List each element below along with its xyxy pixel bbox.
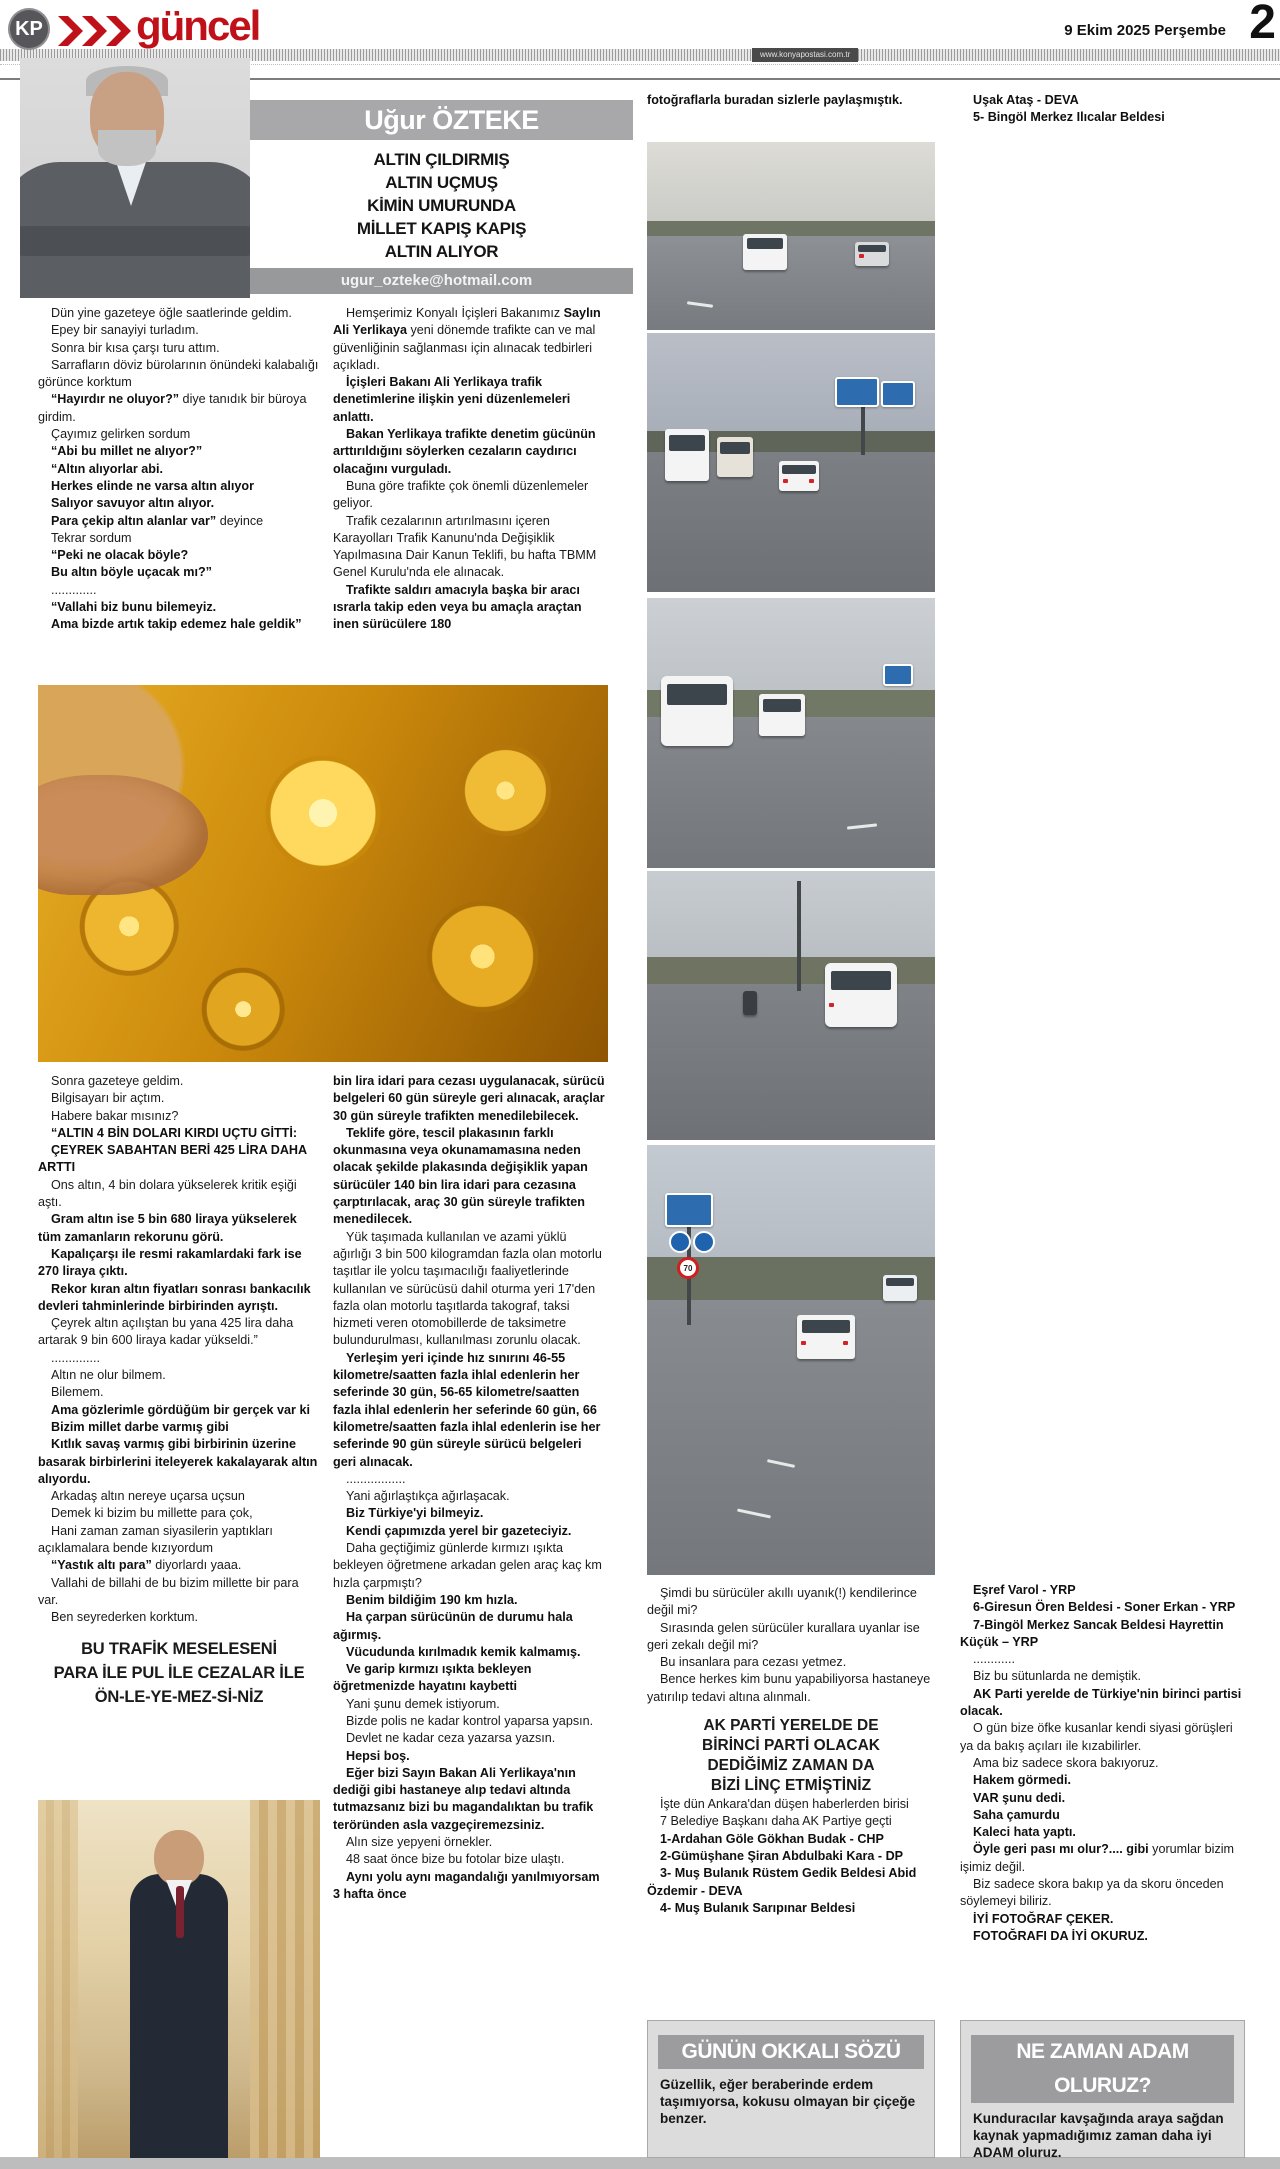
- curtain-shape: [38, 1800, 78, 2158]
- box-top-strip: [961, 2021, 1244, 2031]
- paragraph: Bence herkes kim bunu yapabiliyorsa hastaneye yatırılıp tedavi altına alınmalı.: [647, 1672, 931, 1704]
- blue-direction-sign: [665, 1193, 713, 1227]
- paragraph: İYİ FOTOĞRAF ÇEKER.: [973, 1911, 1114, 1926]
- paragraph: Teklife göre, tescil plakasının farklı okunmasına veya okunamamasına neden olacak şekilde plakasında değişiklik yapan sürücüler 140 bin lira idari para cezasına çarptırılacak, araç 30 gün süreyle trafikten menedilecek.: [333, 1125, 588, 1227]
- paragraph: Rekor kıran altın fiyatları sonrası bankacılık devleri tahminlerinde birbirinden ayrıştı.: [38, 1281, 311, 1313]
- paragraph: “Abi bu millet ne alıyor?”: [51, 444, 203, 459]
- box-title: GÜNÜN OKKALI SÖZÜ: [658, 2035, 924, 2069]
- van-shape: [883, 1275, 917, 1301]
- column-4-bottom: [960, 1582, 1245, 1945]
- paragraph: Arkadaş altın nereye uçarsa uçsun: [51, 1489, 245, 1504]
- blue-direction-sign: [883, 664, 913, 686]
- paragraph: 4- Muş Bulanık Sarıpınar Beldesi: [660, 1900, 856, 1915]
- paragraph: Bu altın böyle uçacak mı?”: [51, 565, 212, 580]
- author-email: ugur_ozteke@hotmail.com: [340, 272, 533, 289]
- column-1-paragraphs: [38, 1073, 320, 1627]
- columnist-portrait-photo: [20, 58, 250, 298]
- paragraph: “Hayırdır ne oluyor?” diye tanıdık bir büroya girdim.: [38, 392, 307, 424]
- van-shape: [743, 234, 787, 270]
- paragraph: Sarrafların döviz bürolarının önündeki kalabalığı görünce korktum: [38, 357, 319, 390]
- blue-direction-sign: [835, 377, 879, 407]
- paragraph: “Peki ne olacak böyle?: [51, 548, 189, 563]
- paragraph: “ALTIN 4 BİN DOLARI KIRDI UÇTU GİTTİ:: [51, 1125, 298, 1140]
- van-shape: [665, 429, 709, 481]
- paragraph: Hani zaman zaman siyasilerin yaptıkları açıklamalara bende kızıyordum: [38, 1523, 273, 1556]
- paragraph: Hepsi boş.: [346, 1748, 410, 1763]
- paragraph: 5- Bingöl Merkez Ilıcalar Beldesi: [973, 110, 1165, 125]
- paragraph: Para çekip altın alanlar var” deyince: [51, 513, 264, 528]
- paragraph: 3- Muş Bulanık Rüstem Gedik Beldesi Abid Özdemir - DEVA: [647, 1866, 917, 1898]
- traffic-roundabout-photo: [647, 1145, 935, 1575]
- paragraph: Kendi çapımızda yerel bir gazeteciyiz.: [346, 1523, 572, 1538]
- paragraph: Salıyor savuyor altın alıyor.: [51, 496, 215, 511]
- column-4-top: [960, 92, 1245, 127]
- box-title: NE ZAMAN ADAM OLURUZ?: [971, 2035, 1234, 2103]
- car-shape: [779, 461, 819, 491]
- paragraph: Sırasında gelen sürücüler kurallara uyanlar ise geri zekalı değil mi?: [647, 1620, 920, 1652]
- paragraph: BİZİ LİNÇ ETMİŞTİNİZ: [710, 1777, 872, 1795]
- paragraph: ALTIN ÇILDIRMIŞ: [373, 150, 510, 169]
- paragraph: Çeyrek altın açılıştan bu yana 425 lira daha artarak 9 bin 600 liraya kadar yükseldi.”: [38, 1316, 294, 1348]
- head-shape: [154, 1830, 204, 1886]
- paragraph: Ons altın, 4 bin dolara yükselerek kritik eşiği aştı.: [38, 1177, 297, 1210]
- triple-chevron-icon: [58, 16, 134, 46]
- utility-pole: [797, 881, 801, 991]
- traffic-photo-1: [647, 142, 935, 330]
- paragraph: FOTOĞRAFI DA İYİ OKURUZ.: [973, 1928, 1148, 1943]
- paragraph: Herkes elinde ne varsa altın alıyor: [51, 478, 255, 493]
- paragraph: ALTIN ALIYOR: [384, 242, 499, 261]
- taillight-shape: [801, 1341, 806, 1345]
- paragraph: Demek ki bizim bu millette para çok,: [51, 1506, 253, 1521]
- paragraph: İşte dün Ankara'dan düşen haberlerden birisi: [660, 1797, 909, 1812]
- paragraph: 2-Gümüşhane Şiran Abdulbaki Kara - DP: [660, 1848, 904, 1863]
- box-body: Kunduracılar kavşağında araya sağdan kaynak yapmadığımız zaman daha iyi ADAM oluruz.: [973, 2111, 1224, 2160]
- paragraph: “Yastık altı para” diyorlardı yaaa.: [51, 1558, 242, 1573]
- minister-portrait-photo: [38, 1800, 320, 2158]
- paragraph: ÇEYREK SABAHTAN BERİ 425 LİRA DAHA ARTTI: [38, 1143, 307, 1175]
- paragraph: BİRİNCİ PARTİ OLACAK: [702, 1737, 880, 1755]
- blue-circle-sign: [669, 1231, 691, 1253]
- paragraph: Ve garip kırmızı ışıkta bekleyen öğretmenizde hayatını kaybetti: [333, 1662, 532, 1694]
- column-2-top: [333, 305, 608, 634]
- van-shape: [825, 963, 897, 1027]
- paragraph: Sonra gazeteye geldim.: [51, 1074, 184, 1088]
- paragraph: Ben seyrederken korktum.: [51, 1610, 198, 1625]
- taillight-shape: [843, 1341, 848, 1345]
- paragraph: Ha çarpan sürücünün de durumu hala ağırmış.: [333, 1610, 573, 1642]
- paragraph: Biz sadece skora bakıp ya da skoru önceden söylemeyi biliriz.: [960, 1877, 1224, 1909]
- column-3-intro: [647, 92, 935, 109]
- paragraph: Altın ne olur bilmem.: [51, 1368, 166, 1383]
- paragraph: VAR şunu dedi.: [973, 1790, 1066, 1805]
- paragraph: Kıtlık savaş varmış gibi birbirinin üzerine basarak birbirlerini iteleyerek kakalayarak altın alıyordu.: [38, 1437, 318, 1486]
- paragraph: Yani ağırlaştıkça ağırlaşacak.: [346, 1489, 510, 1504]
- beard-shape: [98, 130, 156, 166]
- paragraph: Kapalıçarşı ile resmi rakamlardaki fark ise 270 liraya çıktı.: [38, 1246, 302, 1279]
- paragraph: ALTIN UÇMUŞ: [385, 173, 498, 192]
- paragraph: Şimdi bu sürücüler akıllı uyanık(!) kendilerince değil mi?: [647, 1586, 917, 1618]
- paragraph: AK Parti yerelde de Türkiye'nin birinci partisi olacak.: [960, 1686, 1242, 1719]
- paragraph: Öyle geri pası mı olur?.... gibi yorumlar bizim işimiz değil.: [960, 1842, 1235, 1874]
- road-shape: [647, 236, 935, 330]
- page-date: 9 Ekim 2025 Perşembe: [1064, 22, 1226, 39]
- sky-shape: [647, 142, 935, 228]
- paragraph: Dün yine gazeteye öğle saatlerinde geldim.: [51, 306, 292, 320]
- paragraph: Ama bizde artık takip edemez hale geldik”: [51, 617, 302, 632]
- paragraph: MİLLET KAPIŞ KAPIŞ: [356, 219, 527, 238]
- column-2-bottom: [333, 1073, 608, 1903]
- paragraph: Buna göre trafikte çok önemli düzenlemeler geliyor.: [333, 478, 589, 511]
- paragraph: 7 Belediye Başkanı daha AK Partiye geçti: [660, 1814, 892, 1829]
- paragraph: İçişleri Bakanı Ali Yerlikaya trafik denetimlerine ilişkin yeni düzenlemeleri anlattı.: [333, 375, 571, 424]
- paragraph: Alın size yepyeni örnekler.: [346, 1835, 493, 1850]
- speed-limit-sign: 70: [677, 1257, 699, 1279]
- paragraph: Bilemem.: [51, 1385, 104, 1400]
- paragraph: ..............: [51, 1350, 100, 1365]
- kp-logo: [8, 8, 50, 50]
- paragraph: Bakan Yerlikaya trafikte denetim gücünün arttırıldığını söylerken cezaların caydırıcı olacağını vurguladı.: [333, 427, 596, 476]
- paragraph: 1-Ardahan Göle Gökhan Budak - CHP: [660, 1831, 884, 1846]
- column-title: [250, 148, 633, 263]
- blue-circle-sign: [693, 1231, 715, 1253]
- paragraph: ............: [973, 1652, 1015, 1667]
- paragraph: Yani şunu demek istiyorum.: [346, 1696, 500, 1711]
- box-top-strip: [648, 2021, 934, 2031]
- paragraph: Uşak Ataş - DEVA: [973, 93, 1079, 107]
- kp-logo-text: KP: [15, 17, 43, 40]
- paragraph: “Altın alıyorlar abi.: [51, 461, 163, 476]
- paragraph: PARA İLE PUL İLE CEZALAR İLE: [53, 1663, 305, 1682]
- paragraph: Epey bir sanayiyi turladım.: [51, 323, 199, 338]
- paragraph: Trafikte saldırı amacıyla başka bir aracı ısrarla takip eden veya bu amaçla araçtan inen sürücülere 180: [333, 582, 582, 632]
- paragraph: .................: [346, 1471, 406, 1486]
- taillight-shape: [859, 254, 864, 258]
- author-name: Uğur ÖZTEKE: [364, 105, 539, 135]
- paragraph: Tekrar sordum: [51, 530, 132, 545]
- paragraph: Aynı yolu aynı magandalığı yanılmıyorsam 3 hafta önce: [333, 1869, 600, 1901]
- paragraph: .............: [51, 582, 97, 597]
- paragraph: Ama biz sadece skora bakıyoruz.: [973, 1755, 1159, 1770]
- paragraph: Eğer bizi Sayın Bakan Ali Yerlikaya'nın dediği gibi hastaneye alıp tedavi altında tutmazsanız bizi bu magandalıktan bu trafik teröründen asla vazgeçiremezsiniz.: [333, 1765, 594, 1832]
- hand-shape: [38, 775, 208, 895]
- taillight-shape: [783, 479, 788, 483]
- curtain-shape: [250, 1800, 320, 2158]
- paragraph: Bilgisayarı bir açtım.: [51, 1091, 165, 1106]
- paragraph: 6-Giresun Ören Beldesi - Soner Erkan - YRP: [973, 1600, 1236, 1615]
- paragraph: Hakem görmedi.: [973, 1773, 1071, 1788]
- traffic-photo-3: [647, 598, 935, 868]
- paragraph: Vallahi de billahi de bu bizim millette bir para var.: [38, 1575, 299, 1607]
- paragraph: O gün bize öfke kusanlar kendi siyasi görüşleri ya da bakış açıları ile kızabilirler.: [960, 1721, 1233, 1753]
- paragraph: BU TRAFİK MESELESENİ: [81, 1639, 277, 1658]
- box-gunun-okkali-sozu: [647, 2020, 935, 2158]
- blue-direction-sign: [881, 381, 915, 407]
- paragraph: 7-Bingöl Merkez Sancak Beldesi Hayrettin Küçük – YRP: [960, 1617, 1224, 1649]
- motorcyclist-shape: [743, 991, 757, 1015]
- car-shape: [797, 1315, 855, 1359]
- column-1-top: [38, 305, 320, 634]
- traffic-photo-4: [647, 871, 935, 1140]
- paragraph: Yük taşımada kullanılan ve azami yüklü ağırlığı 3 bin 500 kilogramdan fazla olan motorlu taşıtlar ile yolcu taşımacılığı faaliyetlerinde kullanılan ve sürücüsü dahil oturma yeri 17'den fazla olan motorlu taşıtlarda takograf, taksi hizmeti veren otomobillerde de taksimetre bulundurulması, kullanılması zorunlu olacak.: [333, 1229, 602, 1348]
- column-3-bottom: [647, 1585, 935, 1917]
- website-label: www.konyapostasi.com.tr: [752, 48, 858, 62]
- paragraph: Ama gözlerimle gördüğüm bir gerçek var ki: [51, 1402, 310, 1417]
- paragraph: Sonra bir kısa çarşı turu attım.: [51, 340, 220, 355]
- box-ne-zaman-adam-oluruz: [960, 2020, 1245, 2158]
- traffic-photo-2: [647, 333, 935, 592]
- crossed-arms-shape: [20, 226, 250, 256]
- paragraph: Biz bu sütunlarda ne demiştik.: [973, 1669, 1142, 1684]
- paragraph: KİMİN UMURUNDA: [367, 196, 516, 215]
- paragraph: Çayımız gelirken sordum: [51, 427, 191, 442]
- paragraph: bin lira idari para cezası uygulanacak, sürücü belgeleri 60 gün süreyle geri alınacak, araçlar 30 gün süreyle trafikten menedilebilecek.: [333, 1074, 605, 1123]
- paragraph: Eşref Varol - YRP: [973, 1583, 1076, 1597]
- paragraph: Yerleşim yeri içinde hız sınırını 46-55 kilometre/saatten fazla ihlal edenlerin her seferinde 30 gün, 56-65 kilometre/saatten fazla ihlal edenlerin her seferinde 60 gün, 66 kilometre/saatten fazla ihlal edenlerin ise her seferinde 90 gün süreyle sürücü belgeleri geri alınacak.: [333, 1350, 601, 1469]
- paragraph: AK PARTİ YERELDE DE: [703, 1717, 879, 1735]
- paragraph: Gram altın ise 5 bin 680 liraya yükselerek tüm zamanların rekorunu görü.: [38, 1212, 297, 1244]
- paragraph: DEDİĞİMİZ ZAMAN DA: [707, 1757, 875, 1775]
- paragraph: Biz Türkiye'yi bilmeyiz.: [346, 1506, 484, 1521]
- taillight-shape: [829, 1003, 834, 1007]
- paragraph: Devlet ne kadar ceza yazarsa yazsın.: [346, 1731, 556, 1746]
- paragraph: Trafik cezalarının artırılmasını içeren Karayolları Trafik Kanunu'nda Değişiklik Yapılmasına Dair Kanun Teklifi, bu hafta TBMM Genel Kurulu'nda ele alınacak.: [333, 513, 597, 580]
- paragraph: Vücudunda kırılmadık kemik kalmamış.: [346, 1644, 581, 1659]
- tie-shape: [176, 1886, 184, 1938]
- box-body: Güzellik, eğer beraberinde erdem taşımıyorsa, kokusu olmayan bir çiçeğe benzer.: [660, 2077, 916, 2126]
- paragraph: Bizim millet darbe varmış gibi: [51, 1419, 229, 1434]
- traffic-headline: [38, 1637, 320, 1709]
- paragraph: Bu insanlara para cezası yetmez.: [660, 1655, 847, 1670]
- paragraph: Kaleci hata yaptı.: [973, 1825, 1076, 1840]
- paragraph: Hemşerimiz Konyalı İçişleri Bakanımız Saylın Ali Yerlikaya yeni dönemde trafikte can ve mal güvenliğinin sağlanması için alınacak tedbirleri açıkladı.: [333, 306, 601, 372]
- paragraph: Bizde polis ne kadar kontrol yaparsa yapsın.: [346, 1713, 594, 1728]
- gold-coins-photo: [38, 685, 608, 1062]
- column-1-bottom: [38, 1073, 320, 1709]
- taillight-shape: [809, 479, 814, 483]
- paragraph: “Vallahi biz bunu bilemeyiz.: [51, 600, 217, 615]
- paragraph: Habere bakar mısınız?: [51, 1108, 179, 1123]
- minibus-shape: [759, 694, 805, 736]
- page-number: 2: [1249, 0, 1276, 49]
- paragraph: ÖN-LE-YE-MEZ-Sİ-NİZ: [94, 1687, 264, 1706]
- paragraph: Saha çamurdu: [973, 1807, 1060, 1822]
- sky-shape: [647, 871, 935, 968]
- paragraph: Daha geçtiğimiz günlerde kırmızı ışıkta bekleyen öğretmene arkadan gelen araç kaç km hızla çarpmıştı?: [333, 1541, 602, 1590]
- van-shape: [717, 437, 753, 477]
- intro-paragraph: fotoğraflarla buradan sizlerle paylaşmıştık.: [647, 93, 903, 107]
- road-shape: [647, 1300, 935, 1575]
- paragraph: Benim bildiğim 190 km hızla.: [346, 1592, 518, 1607]
- section-title: güncel: [136, 2, 260, 49]
- truck-shape: [661, 676, 733, 746]
- paragraph: 48 saat önce bize bu fotolar bize ulaştı.: [346, 1852, 565, 1867]
